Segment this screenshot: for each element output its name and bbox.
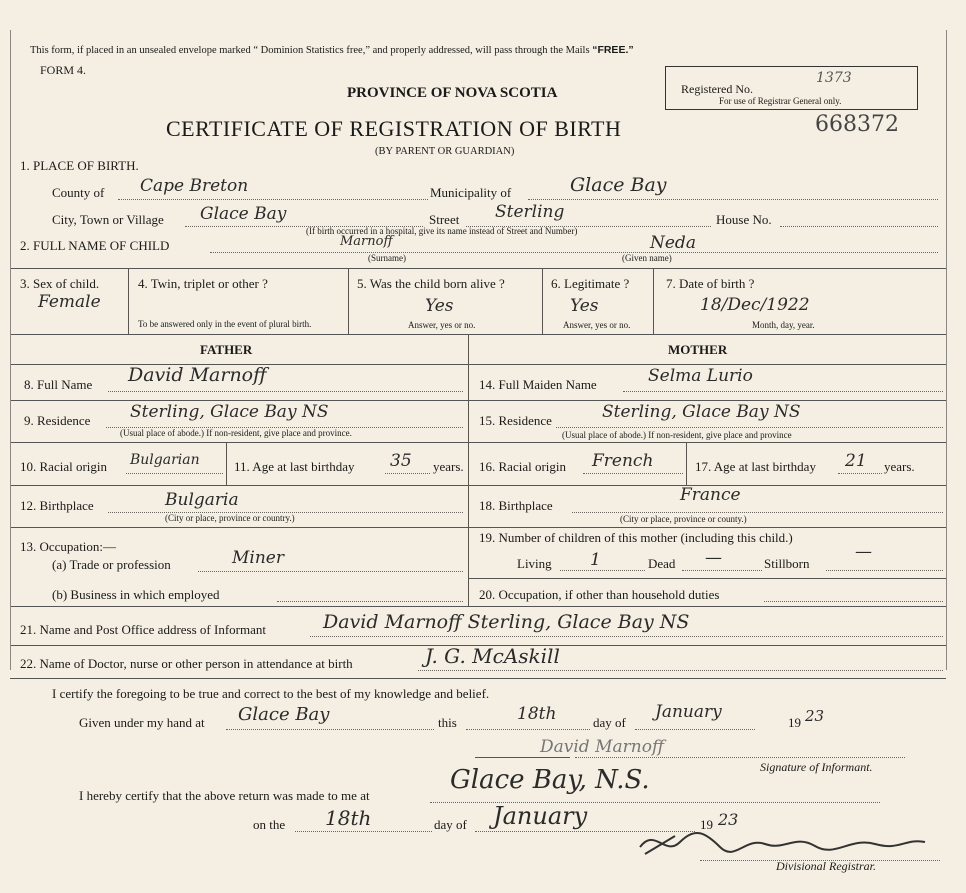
mother-name-value: Selma Lurio xyxy=(648,366,753,386)
return-place-value: Glace Bay, N.S. xyxy=(450,765,650,795)
registrar-signature xyxy=(635,822,935,862)
informant-signature: David Marnoff xyxy=(540,737,664,757)
dob-value: 18/Dec/1922 xyxy=(700,295,810,315)
county-label: County of xyxy=(52,185,105,200)
trade-label: (a) Trade or profession xyxy=(52,557,171,572)
mail-notice xyxy=(30,44,634,56)
mother-birthplace-caption: (City or place, province or county.) xyxy=(620,514,747,524)
county-value: Cape Breton xyxy=(140,176,249,196)
mother-residence-value: Sterling, Glace Bay NS xyxy=(602,402,801,422)
father-age-label: 11. Age at last birthday xyxy=(234,459,355,474)
month2-value: January xyxy=(493,802,588,830)
day-of2-label: day of xyxy=(434,817,467,832)
surname-caption: (Surname) xyxy=(368,253,406,263)
registered-note: For use of Registrar General only. xyxy=(719,96,842,106)
doctor-label: 22. Name of Doctor, nurse or other person in attendance at birth xyxy=(20,656,353,671)
city-value: Glace Bay xyxy=(200,204,287,224)
alive-caption: Answer, yes or no. xyxy=(408,320,476,330)
return-label: I hereby certify that the above return was made to me at xyxy=(79,788,370,803)
child-name-label: 2. FULL NAME OF CHILD xyxy=(20,238,170,253)
place-of-birth-heading: 1. PLACE OF BIRTH. xyxy=(20,158,139,173)
day-of-label: day of xyxy=(593,715,626,730)
child-surname-value: Marnoff xyxy=(340,234,393,249)
province-heading: PROVINCE OF NOVA SCOTIA xyxy=(347,85,558,101)
father-residence-caption: (Usual place of abode.) If non-resident, give place and province. xyxy=(120,428,352,438)
informant-label: 21. Name and Post Office address of Informant xyxy=(20,622,266,637)
mail-notice-free: “FREE.” xyxy=(592,44,634,56)
registered-label: Registered No. xyxy=(681,82,753,96)
father-residence-value: Sterling, Glace Bay NS xyxy=(130,402,329,422)
sex-value: Female xyxy=(38,292,101,312)
page-subtitle: (BY PARENT OR GUARDIAN) xyxy=(375,146,515,157)
father-years-label: years. xyxy=(433,459,464,474)
street-value: Sterling xyxy=(495,202,565,222)
given-under-label: Given under my hand at xyxy=(79,715,205,730)
twin-label: 4. Twin, triplet or other ? xyxy=(138,276,268,291)
father-name-value: David Marnoff xyxy=(128,364,267,386)
mother-occupation-label: 20. Occupation, if other than household duties xyxy=(479,587,720,602)
registered-box xyxy=(665,66,918,110)
father-birthplace-caption: (City or place, province or country.) xyxy=(165,513,295,523)
given-caption: (Given name) xyxy=(622,253,672,263)
stamp-number: 668372 xyxy=(815,112,899,137)
business-label: (b) Business in which employed xyxy=(52,587,220,602)
on-the-value: 18th xyxy=(325,806,372,830)
stillborn-value: — xyxy=(855,542,872,562)
year-value: 23 xyxy=(805,707,825,725)
this-label: this xyxy=(438,715,457,730)
hospital-note: (If birth occurred in a hospital, give its name instead of Street and Number) xyxy=(306,226,578,236)
mother-racial-label: 16. Racial origin xyxy=(479,459,567,474)
registrar-label: Divisional Registrar. xyxy=(776,859,877,873)
living-value: 1 xyxy=(590,550,601,570)
sex-label: 3. Sex of child. xyxy=(20,276,100,291)
mother-heading: MOTHER xyxy=(668,342,728,357)
father-racial-label: 10. Racial origin xyxy=(20,459,108,474)
mother-racial-value: French xyxy=(592,451,654,471)
given-place-value: Glace Bay xyxy=(238,704,330,725)
year2-prefix: 19 xyxy=(700,817,713,832)
dead-value: — xyxy=(705,548,722,568)
registered-value: 1373 xyxy=(816,70,852,86)
legitimate-caption: Answer, yes or no. xyxy=(563,320,631,330)
street-label: Street xyxy=(429,212,460,227)
month-value: January xyxy=(655,702,722,722)
trade-value: Miner xyxy=(232,548,284,568)
certify-statement: I certify the foregoing to be true and correct to the best of my knowledge and belief. xyxy=(52,686,490,701)
father-age-value: 35 xyxy=(390,451,412,471)
dob-label: 7. Date of birth ? xyxy=(666,276,755,291)
municipality-label: Municipality of xyxy=(430,185,512,200)
children-count-label: 19. Number of children of this mother (including this child.) xyxy=(479,530,793,545)
legitimate-value: Yes xyxy=(570,296,599,316)
doctor-value: J. G. McAskill xyxy=(425,644,560,668)
stillborn-label: Stillborn xyxy=(764,556,810,571)
father-heading: FATHER xyxy=(200,342,253,357)
mother-name-label: 14. Full Maiden Name xyxy=(479,377,597,392)
living-label: Living xyxy=(517,556,552,571)
on-the-label: on the xyxy=(253,817,286,832)
mother-residence-label: 15. Residence xyxy=(479,413,552,428)
mother-residence-caption: (Usual place of abode.) If non-resident, give place and province xyxy=(562,430,792,440)
page-title: CERTIFICATE OF REGISTRATION OF BIRTH xyxy=(166,116,622,141)
child-given-value: Neda xyxy=(650,233,696,253)
dead-label: Dead xyxy=(648,556,676,571)
mother-years-label: years. xyxy=(884,459,915,474)
mother-birthplace-value: France xyxy=(680,485,741,505)
father-birthplace-label: 12. Birthplace xyxy=(20,498,94,513)
year2-value: 23 xyxy=(718,810,739,829)
mail-notice-text: This form, if placed in an unsealed envelope marked “ Dominion Statistics free,” and properly addressed, will pass through the Mails xyxy=(30,45,590,56)
mother-age-value: 21 xyxy=(845,451,867,471)
this-day-value: 18th xyxy=(517,704,557,724)
informant-value: David Marnoff Sterling, Glace Bay NS xyxy=(323,611,690,633)
father-residence-label: 9. Residence xyxy=(24,413,91,428)
alive-value: Yes xyxy=(425,296,454,316)
alive-label: 5. Was the child born alive ? xyxy=(357,276,505,291)
occupation-label: 13. Occupation:— xyxy=(20,539,117,554)
father-birthplace-value: Bulgaria xyxy=(165,490,239,510)
house-number-label: House No. xyxy=(716,212,772,227)
father-racial-value: Bulgarian xyxy=(130,452,200,468)
twin-note: To be answered only in the event of plural birth. xyxy=(138,319,312,329)
father-name-label: 8. Full Name xyxy=(24,377,93,392)
form-number: FORM 4. xyxy=(40,63,87,77)
mother-birthplace-label: 18. Birthplace xyxy=(479,498,553,513)
city-label: City, Town or Village xyxy=(52,212,164,227)
signature-label: Signature of Informant. xyxy=(760,760,873,774)
mother-age-label: 17. Age at last birthday xyxy=(695,459,816,474)
municipality-value: Glace Bay xyxy=(570,174,667,196)
dob-caption: Month, day, year. xyxy=(752,320,815,330)
year-prefix: 19 xyxy=(788,715,801,730)
legitimate-label: 6. Legitimate ? xyxy=(551,276,630,291)
